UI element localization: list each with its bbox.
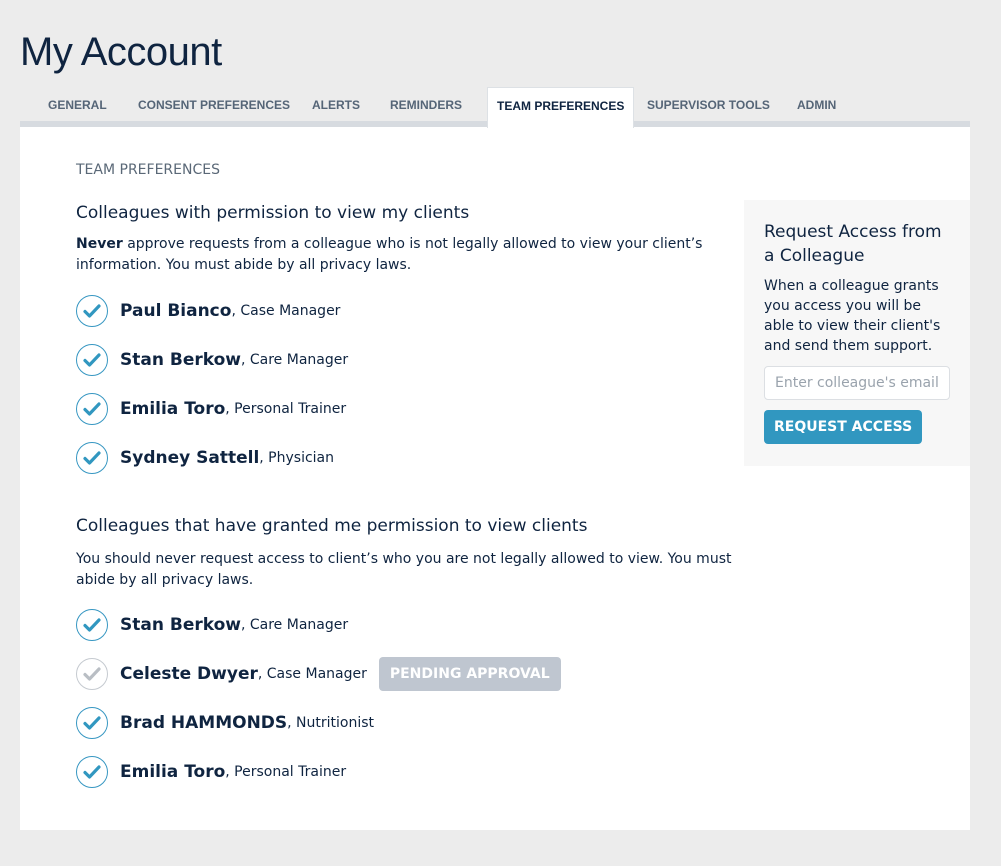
colleague-name: Celeste Dwyer [120,664,258,684]
checkmark-toggle[interactable] [76,393,108,425]
viewers-heading: Colleagues with permission to view my clients [76,203,470,223]
panel-title: Request Access from a Colleague [764,222,942,266]
colleague-name: Sydney Sattell [120,448,260,468]
checkmark-toggle[interactable] [76,756,108,788]
colleague-name: Stan Berkow [120,350,241,370]
check-icon [83,304,101,318]
granted-description: You should never request access to client’s who you are not legally allowed to view. You must abide by all privacy laws. [76,551,732,588]
content-card [20,127,970,830]
colleague-item [76,344,348,376]
check-icon [83,716,101,730]
page-title: My Account [20,30,222,74]
request-access-panel [744,200,970,466]
section-label: TEAM PREFERENCES [76,162,220,178]
checkmark-toggle[interactable] [76,344,108,376]
colleague-item [76,609,348,641]
colleague-item [76,707,374,739]
tab-general[interactable]: GENERAL [48,98,107,112]
colleague-item [76,393,346,425]
colleague-item [76,756,346,788]
tab-team-preferences[interactable]: TEAM PREFERENCES [487,87,634,128]
check-icon [83,765,101,779]
colleague-item [76,295,340,327]
colleague-name: Emilia Toro [120,399,226,419]
check-icon [83,353,101,367]
colleague-role: , Personal Trainer [225,764,347,780]
colleague-role: , Physician [259,450,335,466]
check-icon [83,667,101,681]
tab-admin[interactable]: ADMIN [797,98,837,112]
checkmark-toggle[interactable] [76,295,108,327]
checkmark-toggle[interactable] [76,609,108,641]
tab-supervisor-tools[interactable]: SUPERVISOR TOOLS [647,98,770,112]
never-emphasis: Never [76,236,123,252]
checkmark-toggle[interactable] [76,707,108,739]
colleague-name: Emilia Toro [120,762,226,782]
tab-consent-preferences[interactable]: CONSENT PREFERENCES [138,98,291,112]
colleague-role: , Personal Trainer [225,401,347,417]
check-icon [83,451,101,465]
request-access-button[interactable]: REQUEST ACCESS [764,410,922,444]
colleague-role: , Case Manager [257,666,367,682]
checkmark-toggle[interactable] [76,658,108,690]
pending-approval-badge: PENDING APPROVAL [379,657,561,691]
colleague-item [76,442,334,474]
tab-alerts[interactable]: ALERTS [312,98,360,112]
colleague-name: Paul Bianco [120,301,232,321]
check-icon [83,618,101,632]
checkmark-toggle[interactable] [76,442,108,474]
colleague-name: Stan Berkow [120,615,241,635]
viewers-desc-text: approve requests from a colleague who is not legally allowed to view your client’s information. You must abide by all privacy laws. [76,236,703,273]
granted-heading: Colleagues that have granted me permission to view clients [76,516,588,536]
check-icon [83,402,101,416]
colleague-name: Brad HAMMONDS [120,713,288,733]
viewers-description [76,234,746,276]
colleague-role: , Case Manager [231,303,341,319]
colleague-email-input[interactable] [764,366,950,400]
tab-bar [20,87,970,127]
colleague-role: , Nutritionist [287,715,375,731]
colleague-item [76,658,561,690]
colleague-role: , Care Manager [240,352,349,368]
panel-text: When a colleague grants you access you will be able to view their client's and send them support. [764,278,941,354]
colleague-role: , Care Manager [240,617,349,633]
tab-reminders[interactable]: REMINDERS [390,98,463,112]
